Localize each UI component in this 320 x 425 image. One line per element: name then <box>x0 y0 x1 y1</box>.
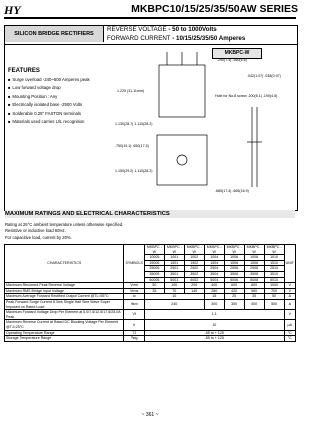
dim-label: 1.150(29.2) 1.110(28.2) <box>115 169 153 173</box>
part-number-cell: 3508 <box>244 271 264 277</box>
table-row <box>5 310 296 320</box>
reverse-voltage-label: REVERSE VOLTAGE <box>107 26 167 33</box>
dim-label: .685(17.4) .665(16.9) <box>215 189 249 193</box>
feature-item: ■ Electrically isolated base -2500 Volts <box>8 101 104 109</box>
row-symbol: Vrrm <box>124 283 144 289</box>
feature-item: ■ Solderable 0.25" FASTON terminals <box>8 110 104 118</box>
row-symbol: Ifsm <box>124 299 144 309</box>
part-number-cell: 1004 <box>204 255 224 261</box>
value-cell: 600 <box>224 283 244 289</box>
forward-current-value: - 10/15/25/35/50 Amperes <box>172 35 246 42</box>
dimension-drawing <box>107 47 296 210</box>
model-header: MKBPC -W <box>244 245 264 255</box>
row-label: Storage Temperature Range <box>5 336 124 342</box>
row-symbol: TJ <box>124 330 144 336</box>
table-header-row <box>5 245 296 255</box>
row-label: Maximum Reverse Current at Rated DC Blocking Voltage Per Element @TJ=25°C <box>5 320 124 330</box>
part-number-cell: 1508 <box>244 260 264 266</box>
feature-item: ■ Surge overload -240~500 Amperes peak <box>8 76 104 84</box>
page-title: MKBPC10/15/25/35/50AW SERIES <box>131 3 298 15</box>
part-number-cell: 5004 <box>204 277 224 283</box>
forward-current-label: FORWARD CURRENT <box>107 35 171 42</box>
part-number-cell: 1504 <box>204 260 224 266</box>
part-number-cell: 2502 <box>184 266 204 272</box>
value-cell: -55 to + 125 <box>144 336 284 342</box>
value-cell: 400 <box>204 283 224 289</box>
model-header: MKBPC -W <box>224 245 244 255</box>
row-symbol: Tstg <box>124 336 144 342</box>
value-cell: 1000 <box>264 283 284 289</box>
unit-header: UNIT <box>284 245 295 283</box>
unit-cell: V <box>284 310 295 320</box>
part-number-cell: 1506 <box>224 260 244 266</box>
row-label: Operating Temperature Range <box>5 330 124 336</box>
value-cell: 35 <box>144 288 164 294</box>
value-cell: 10 <box>144 320 284 330</box>
feature-item: ■ Materials used carries U/L recognition <box>8 118 104 126</box>
reverse-voltage-value: - 50 to 1000Volts <box>168 26 217 33</box>
value-cell: 10 <box>144 294 204 300</box>
value-cell: 240 <box>144 299 204 309</box>
page-number: ~ 361 ~ <box>141 412 159 418</box>
forward-current-line <box>107 34 297 43</box>
unit-cell: °C <box>284 336 295 342</box>
part-number-cell: 1006 <box>224 255 244 261</box>
title-rule <box>4 17 296 19</box>
value-cell: 50 <box>144 283 164 289</box>
features-title: FEATURES <box>8 68 40 74</box>
part-number-cell: 1001 <box>164 255 184 261</box>
reverse-voltage-line <box>107 25 297 34</box>
value-cell: 700 <box>264 288 284 294</box>
value-cell: -55 to + 125 <box>144 330 284 336</box>
row-label: Maximum Average Forward Rectified Output Current @TL=55°C <box>5 294 124 300</box>
value-cell: 300 <box>204 299 224 309</box>
value-cell: 50 <box>264 294 284 300</box>
unit-cell: A <box>284 294 295 300</box>
part-number-cell: 15005 <box>144 260 164 266</box>
unit-cell: μA <box>284 320 295 330</box>
header-left-label: SILICON BRIDGE RECTIFIERS <box>5 26 104 42</box>
model-header: MKBPC -W <box>164 245 184 255</box>
value-cell: 300 <box>224 299 244 309</box>
dim-label: .042(1.07) .038(0.97) <box>247 74 281 78</box>
part-number-cell: 2501 <box>164 266 184 272</box>
value-cell: 140 <box>184 288 204 294</box>
row-symbol: Io <box>124 294 144 300</box>
symbols-header: SYMBOLS <box>124 245 144 283</box>
unit-cell: V <box>284 288 295 294</box>
feature-item: ■ Mounting Position : Any <box>8 93 104 101</box>
part-number-cell: 3510 <box>264 271 284 277</box>
package-side-outline <box>159 65 205 117</box>
package-label: MKBPC-W <box>212 48 262 59</box>
value-cell: 100 <box>164 283 184 289</box>
part-number-cell: 5001 <box>164 277 184 283</box>
value-cell: 15 <box>204 294 224 300</box>
part-number-cell: 1010 <box>264 255 284 261</box>
note-line: Rating at 25°C ambient temperature unless otherwise specified. <box>5 222 124 227</box>
part-number-cell: 3504 <box>204 271 224 277</box>
part-number-cell: 1510 <box>264 260 284 266</box>
part-number-cell: 5010 <box>264 277 284 283</box>
package-top-outline <box>157 135 207 185</box>
model-header: MKBPC -W <box>204 245 224 255</box>
row-label: Maximum RMS Bridge Input Voltage <box>5 288 124 294</box>
part-number-cell: 1002 <box>184 255 204 261</box>
notes <box>5 222 205 241</box>
value-cell: 70 <box>164 288 184 294</box>
dim-label: .290(7.4) .260(6.6) <box>217 58 247 62</box>
part-number-cell: 2504 <box>204 266 224 272</box>
part-number-cell: 3501 <box>164 271 184 277</box>
note-line: For capacitive load, current by 20%. <box>5 234 72 240</box>
value-cell: 420 <box>224 288 244 294</box>
table-row <box>5 299 296 309</box>
ratings-table <box>4 244 296 342</box>
dim-label: Hole for No.8 screw .200(5.1) .190(4.8) <box>215 94 278 98</box>
row-symbol: Ir <box>124 320 144 330</box>
part-number-cell: 1502 <box>184 260 204 266</box>
part-number-cell: 3506 <box>224 271 244 277</box>
row-label: Maximum Recurrent Peak Reverse Voltage <box>5 283 124 289</box>
part-number-cell: 1501 <box>164 260 184 266</box>
unit-cell: °C <box>284 330 295 336</box>
feature-item: ■ Low forward voltage drop <box>8 84 104 92</box>
features-list <box>8 76 104 126</box>
part-number-cell: 2506 <box>224 266 244 272</box>
part-number-cell: 2508 <box>244 266 264 272</box>
value-cell: 1.1 <box>144 310 284 320</box>
value-cell: 560 <box>244 288 264 294</box>
value-cell: 280 <box>204 288 224 294</box>
dim-label: .750(19.1) .650(17.5) <box>115 144 149 148</box>
part-number-cell: 1008 <box>244 255 264 261</box>
part-number-cell: 2510 <box>264 266 284 272</box>
value-cell: 25 <box>224 294 244 300</box>
note-line: Resistive or inductive load 60Hz. <box>5 228 66 234</box>
part-number-cell: 35005 <box>144 271 164 277</box>
model-header: MKBPC -W <box>144 245 164 255</box>
value-cell: 35 <box>244 294 264 300</box>
unit-cell: V <box>284 283 295 289</box>
section-title: MAXIMUM RATINGS AND ELECTRICAL CHARACTERISTICS <box>5 210 295 218</box>
row-label: Peak Forward Surge Current 8.3ms Single Half Sine Wave Super Imposed on Rated Load <box>5 299 124 309</box>
brand-logo: HY <box>4 3 21 17</box>
value-cell: 800 <box>244 283 264 289</box>
value-cell: 400 <box>244 299 264 309</box>
part-number-cell: 50005 <box>144 277 164 283</box>
table-row <box>5 336 296 342</box>
part-number-cell: 25005 <box>144 266 164 272</box>
row-symbol: Vrms <box>124 288 144 294</box>
dim-label: 1.130(28.7) 1.110(28.2) <box>115 122 153 126</box>
dim-label: 1.225 (31.11mm) <box>117 89 145 93</box>
characteristics-header: CHARACTERISTICS <box>5 245 124 283</box>
model-header: MKBPC -W <box>264 245 284 255</box>
part-number-cell: 10005 <box>144 255 164 261</box>
part-number-cell: 5006 <box>224 277 244 283</box>
part-number-cell: 3502 <box>184 271 204 277</box>
value-cell: 500 <box>264 299 284 309</box>
part-number-cell: 5008 <box>244 277 264 283</box>
part-number-cell: 5002 <box>184 277 204 283</box>
model-header: MKBPC -W <box>184 245 204 255</box>
unit-cell: A <box>284 299 295 309</box>
row-symbol: Vf <box>124 310 144 320</box>
header-right <box>107 25 297 43</box>
row-label: Maximum Forward Voltage Drop Per Element at 5.0/7.5/12.5/17.5/25.0A Peak <box>5 310 124 320</box>
table-row <box>5 320 296 330</box>
value-cell: 200 <box>184 283 204 289</box>
